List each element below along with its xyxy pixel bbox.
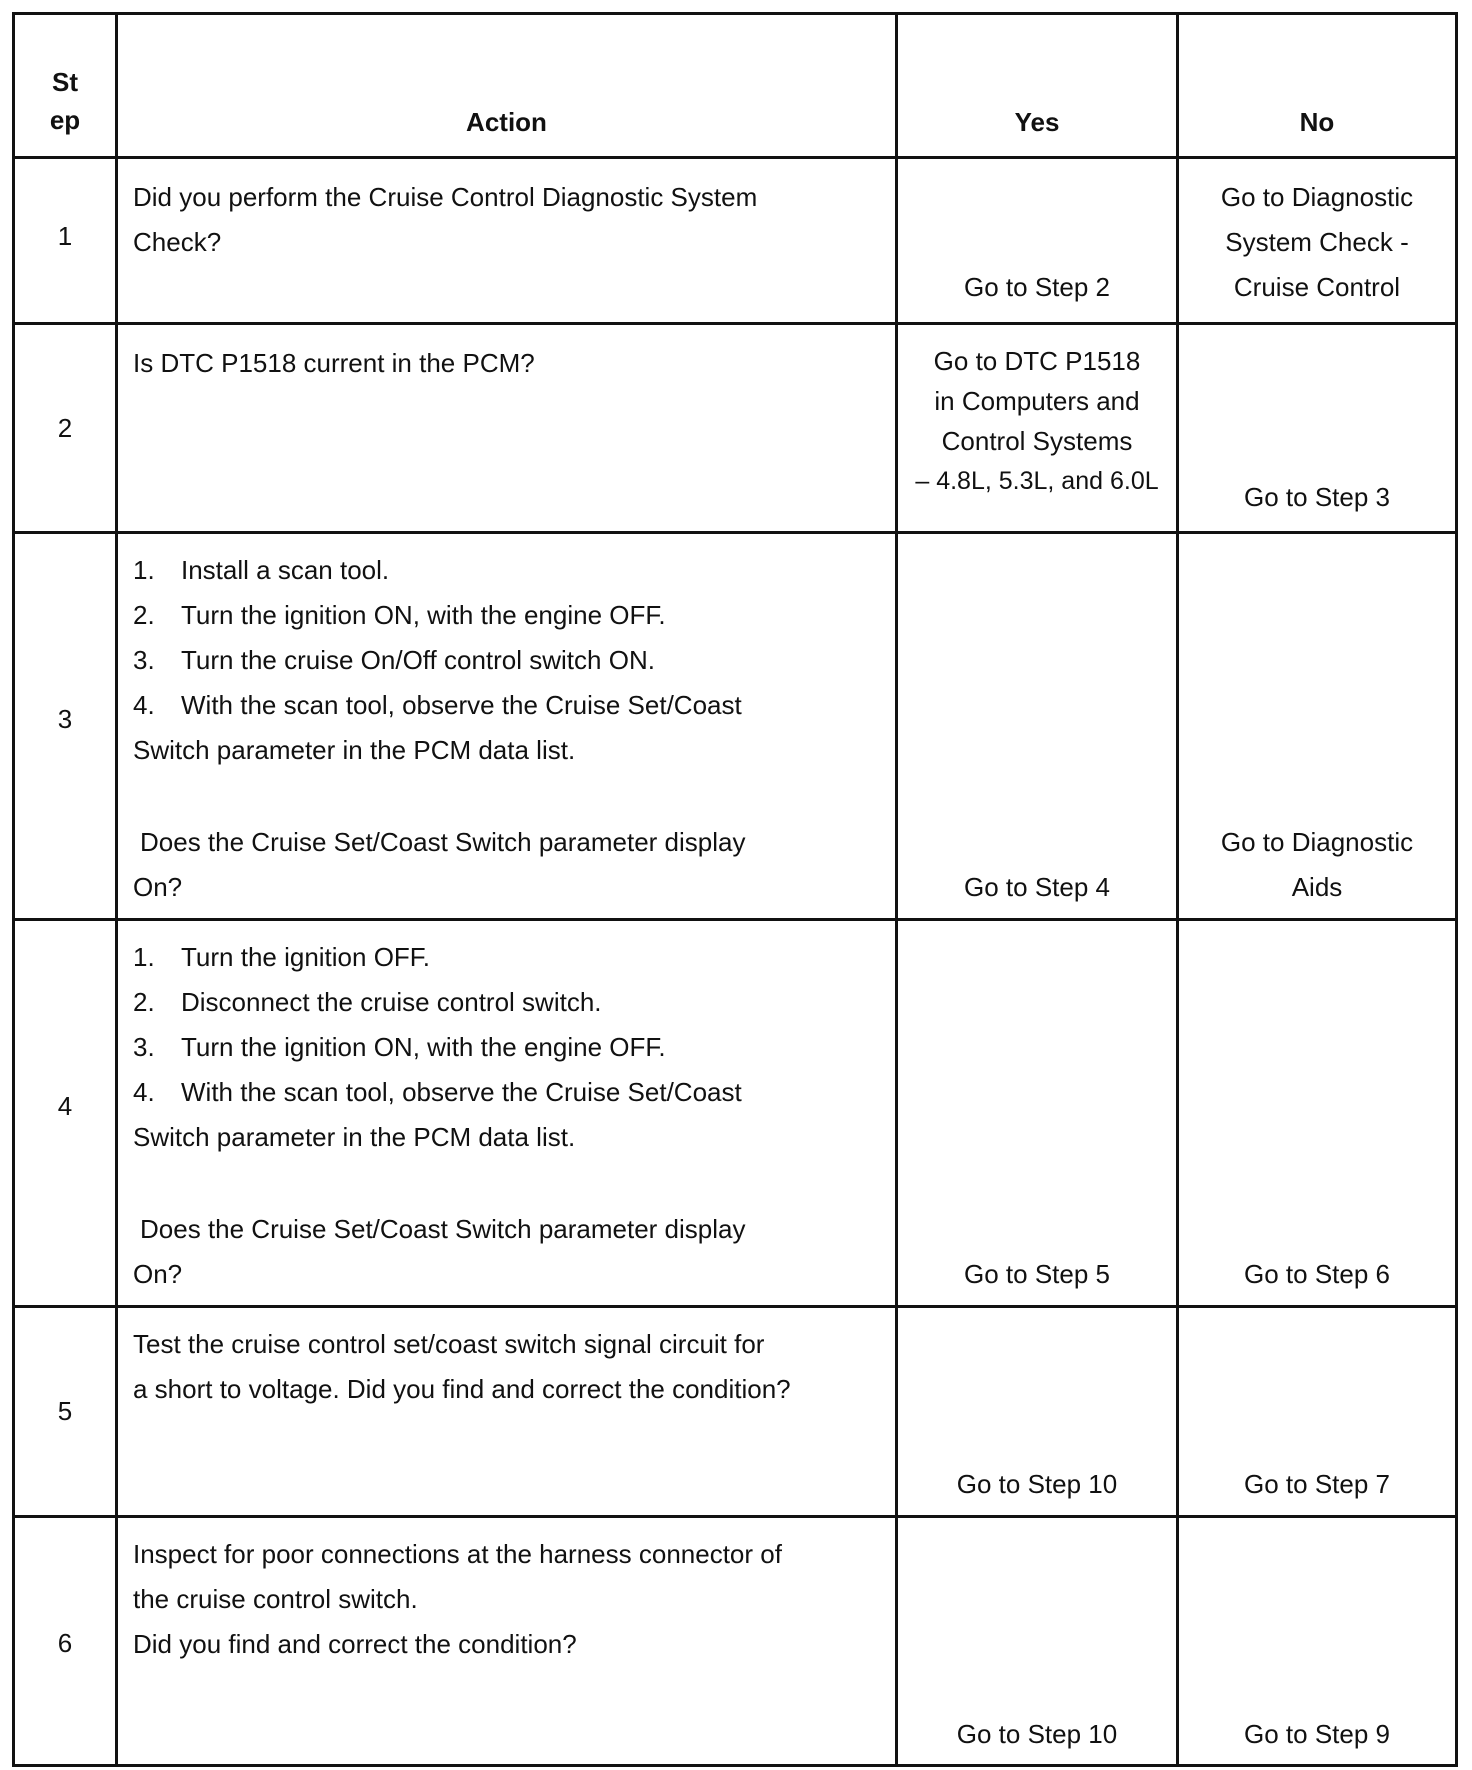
action-text (133, 1322, 791, 1412)
step-cell (12, 1305, 115, 1515)
table-header-row (12, 12, 1458, 156)
item-number: 2. (133, 600, 155, 630)
yes-line: Go to DTC P1518 (933, 346, 1141, 376)
yes-text: Go to Step 10 (956, 1719, 1118, 1749)
header-step (15, 63, 115, 139)
item-text: Turn the ignition ON, with the engine OFF. (181, 1032, 666, 1062)
no-text (1183, 175, 1451, 310)
list-item (133, 548, 742, 593)
table-row (12, 322, 1458, 531)
item-text: With the scan tool, observe the Cruise Set/Coast (181, 690, 742, 720)
yes-cell (895, 531, 1176, 918)
header-yes: Yes (1014, 107, 1060, 137)
step-cell (12, 531, 115, 918)
action-line: the cruise control switch. (133, 1584, 418, 1614)
action-cell (115, 1515, 895, 1767)
yes-line: – 4.8L, 5.3L, and 6.0L (915, 467, 1159, 495)
action-text (133, 1532, 782, 1667)
question-text (133, 820, 746, 910)
item-number: 4. (133, 690, 155, 720)
step-number: 6 (57, 1628, 73, 1658)
list-item (133, 638, 742, 683)
no-cell (1176, 531, 1458, 918)
no-line: Go to Diagnostic (1220, 182, 1414, 212)
yes-text: Go to Step 5 (964, 1259, 1110, 1289)
no-cell (1176, 322, 1458, 531)
item-text: Turn the cruise On/Off control switch ON. (181, 645, 655, 675)
item-number: 1. (133, 555, 155, 585)
header-step-cell (12, 12, 115, 156)
action-cell (115, 531, 895, 918)
action-line: Test the cruise control set/coast switch signal circuit for (133, 1329, 765, 1359)
yes-line: in Computers and (934, 386, 1140, 416)
action-text: Is DTC P1518 current in the PCM? (133, 348, 535, 378)
list-item (133, 935, 742, 980)
item-number: 1. (133, 942, 155, 972)
step-number: 2 (57, 413, 73, 443)
item-continuation: Switch parameter in the PCM data list. (133, 1122, 576, 1152)
no-cell (1176, 918, 1458, 1305)
yes-cell (895, 322, 1176, 531)
no-text: Go to Step 9 (1244, 1719, 1390, 1749)
no-line: Go to Diagnostic (1220, 827, 1414, 857)
item-number: 3. (133, 1032, 155, 1062)
header-step-line: ep (49, 105, 81, 135)
no-text: Go to Step 3 (1244, 482, 1390, 512)
header-no-cell (1176, 12, 1458, 156)
item-text: Turn the ignition OFF. (181, 942, 431, 972)
yes-text: Go to Step 4 (964, 872, 1110, 902)
action-cell (115, 322, 895, 531)
yes-cell (895, 1305, 1176, 1515)
item-number: 2. (133, 987, 155, 1017)
action-line: Did you find and correct the condition? (133, 1629, 577, 1659)
action-line: Check? (133, 227, 222, 257)
procedure-list (133, 935, 742, 1115)
list-item (133, 1070, 742, 1115)
item-text: Disconnect the cruise control switch. (181, 987, 602, 1017)
action-text (133, 548, 742, 773)
table-row (12, 156, 1458, 322)
table-row (12, 1305, 1458, 1515)
item-text: Turn the ignition ON, with the engine OFF. (181, 600, 666, 630)
step-number: 4 (57, 1091, 73, 1121)
step-cell (12, 322, 115, 531)
header-yes-cell (895, 12, 1176, 156)
step-number: 1 (57, 221, 73, 251)
no-cell (1176, 1515, 1458, 1767)
yes-cell (895, 1515, 1176, 1767)
action-text (133, 935, 742, 1160)
action-line: Inspect for poor connections at the harness connector of (133, 1539, 782, 1569)
table-row (12, 531, 1458, 918)
list-item (133, 593, 742, 638)
item-number: 4. (133, 1077, 155, 1107)
step-cell (12, 1515, 115, 1767)
yes-text: Go to Step 2 (964, 272, 1110, 302)
step-number: 3 (57, 704, 73, 734)
header-no: No (1299, 107, 1335, 137)
step-number: 5 (57, 1396, 73, 1426)
no-line: System Check - (1225, 227, 1409, 257)
question-text (133, 1207, 746, 1297)
item-text: Install a scan tool. (181, 555, 390, 585)
question-line: Does the Cruise Set/Coast Switch parameter display (140, 827, 746, 857)
no-cell (1176, 156, 1458, 322)
action-cell (115, 1305, 895, 1515)
yes-text: Go to Step 10 (956, 1469, 1118, 1499)
step-cell (12, 156, 115, 322)
no-text: Go to Step 7 (1244, 1469, 1390, 1499)
header-action-cell (115, 12, 895, 156)
action-line: a short to voltage. Did you find and correct the condition? (133, 1374, 791, 1404)
no-text: Go to Step 6 (1244, 1259, 1390, 1289)
action-cell (115, 156, 895, 322)
table-row (12, 918, 1458, 1305)
step-cell (12, 918, 115, 1305)
question-line: On? (133, 1259, 183, 1289)
no-cell (1176, 1305, 1458, 1515)
header-action: Action (466, 107, 547, 137)
action-text (133, 175, 757, 265)
table-row (12, 1515, 1458, 1767)
yes-line: Control Systems (941, 426, 1133, 456)
action-line: Did you perform the Cruise Control Diagnostic System (133, 182, 758, 212)
diagnostic-table (12, 12, 1458, 1767)
yes-text (902, 341, 1172, 501)
item-text: With the scan tool, observe the Cruise Set/Coast (181, 1077, 742, 1107)
procedure-list (133, 548, 742, 728)
no-line: Aids (1291, 872, 1343, 902)
item-continuation: Switch parameter in the PCM data list. (133, 735, 576, 765)
question-line: Does the Cruise Set/Coast Switch parameter display (140, 1214, 746, 1244)
yes-cell (895, 918, 1176, 1305)
action-cell (115, 918, 895, 1305)
list-item (133, 683, 742, 728)
no-line: Cruise Control (1233, 272, 1401, 302)
list-item (133, 980, 742, 1025)
item-number: 3. (133, 645, 155, 675)
yes-cell (895, 156, 1176, 322)
list-item (133, 1025, 742, 1070)
question-line: On? (133, 872, 183, 902)
no-text (1183, 820, 1451, 910)
header-step-line: St (52, 67, 78, 97)
